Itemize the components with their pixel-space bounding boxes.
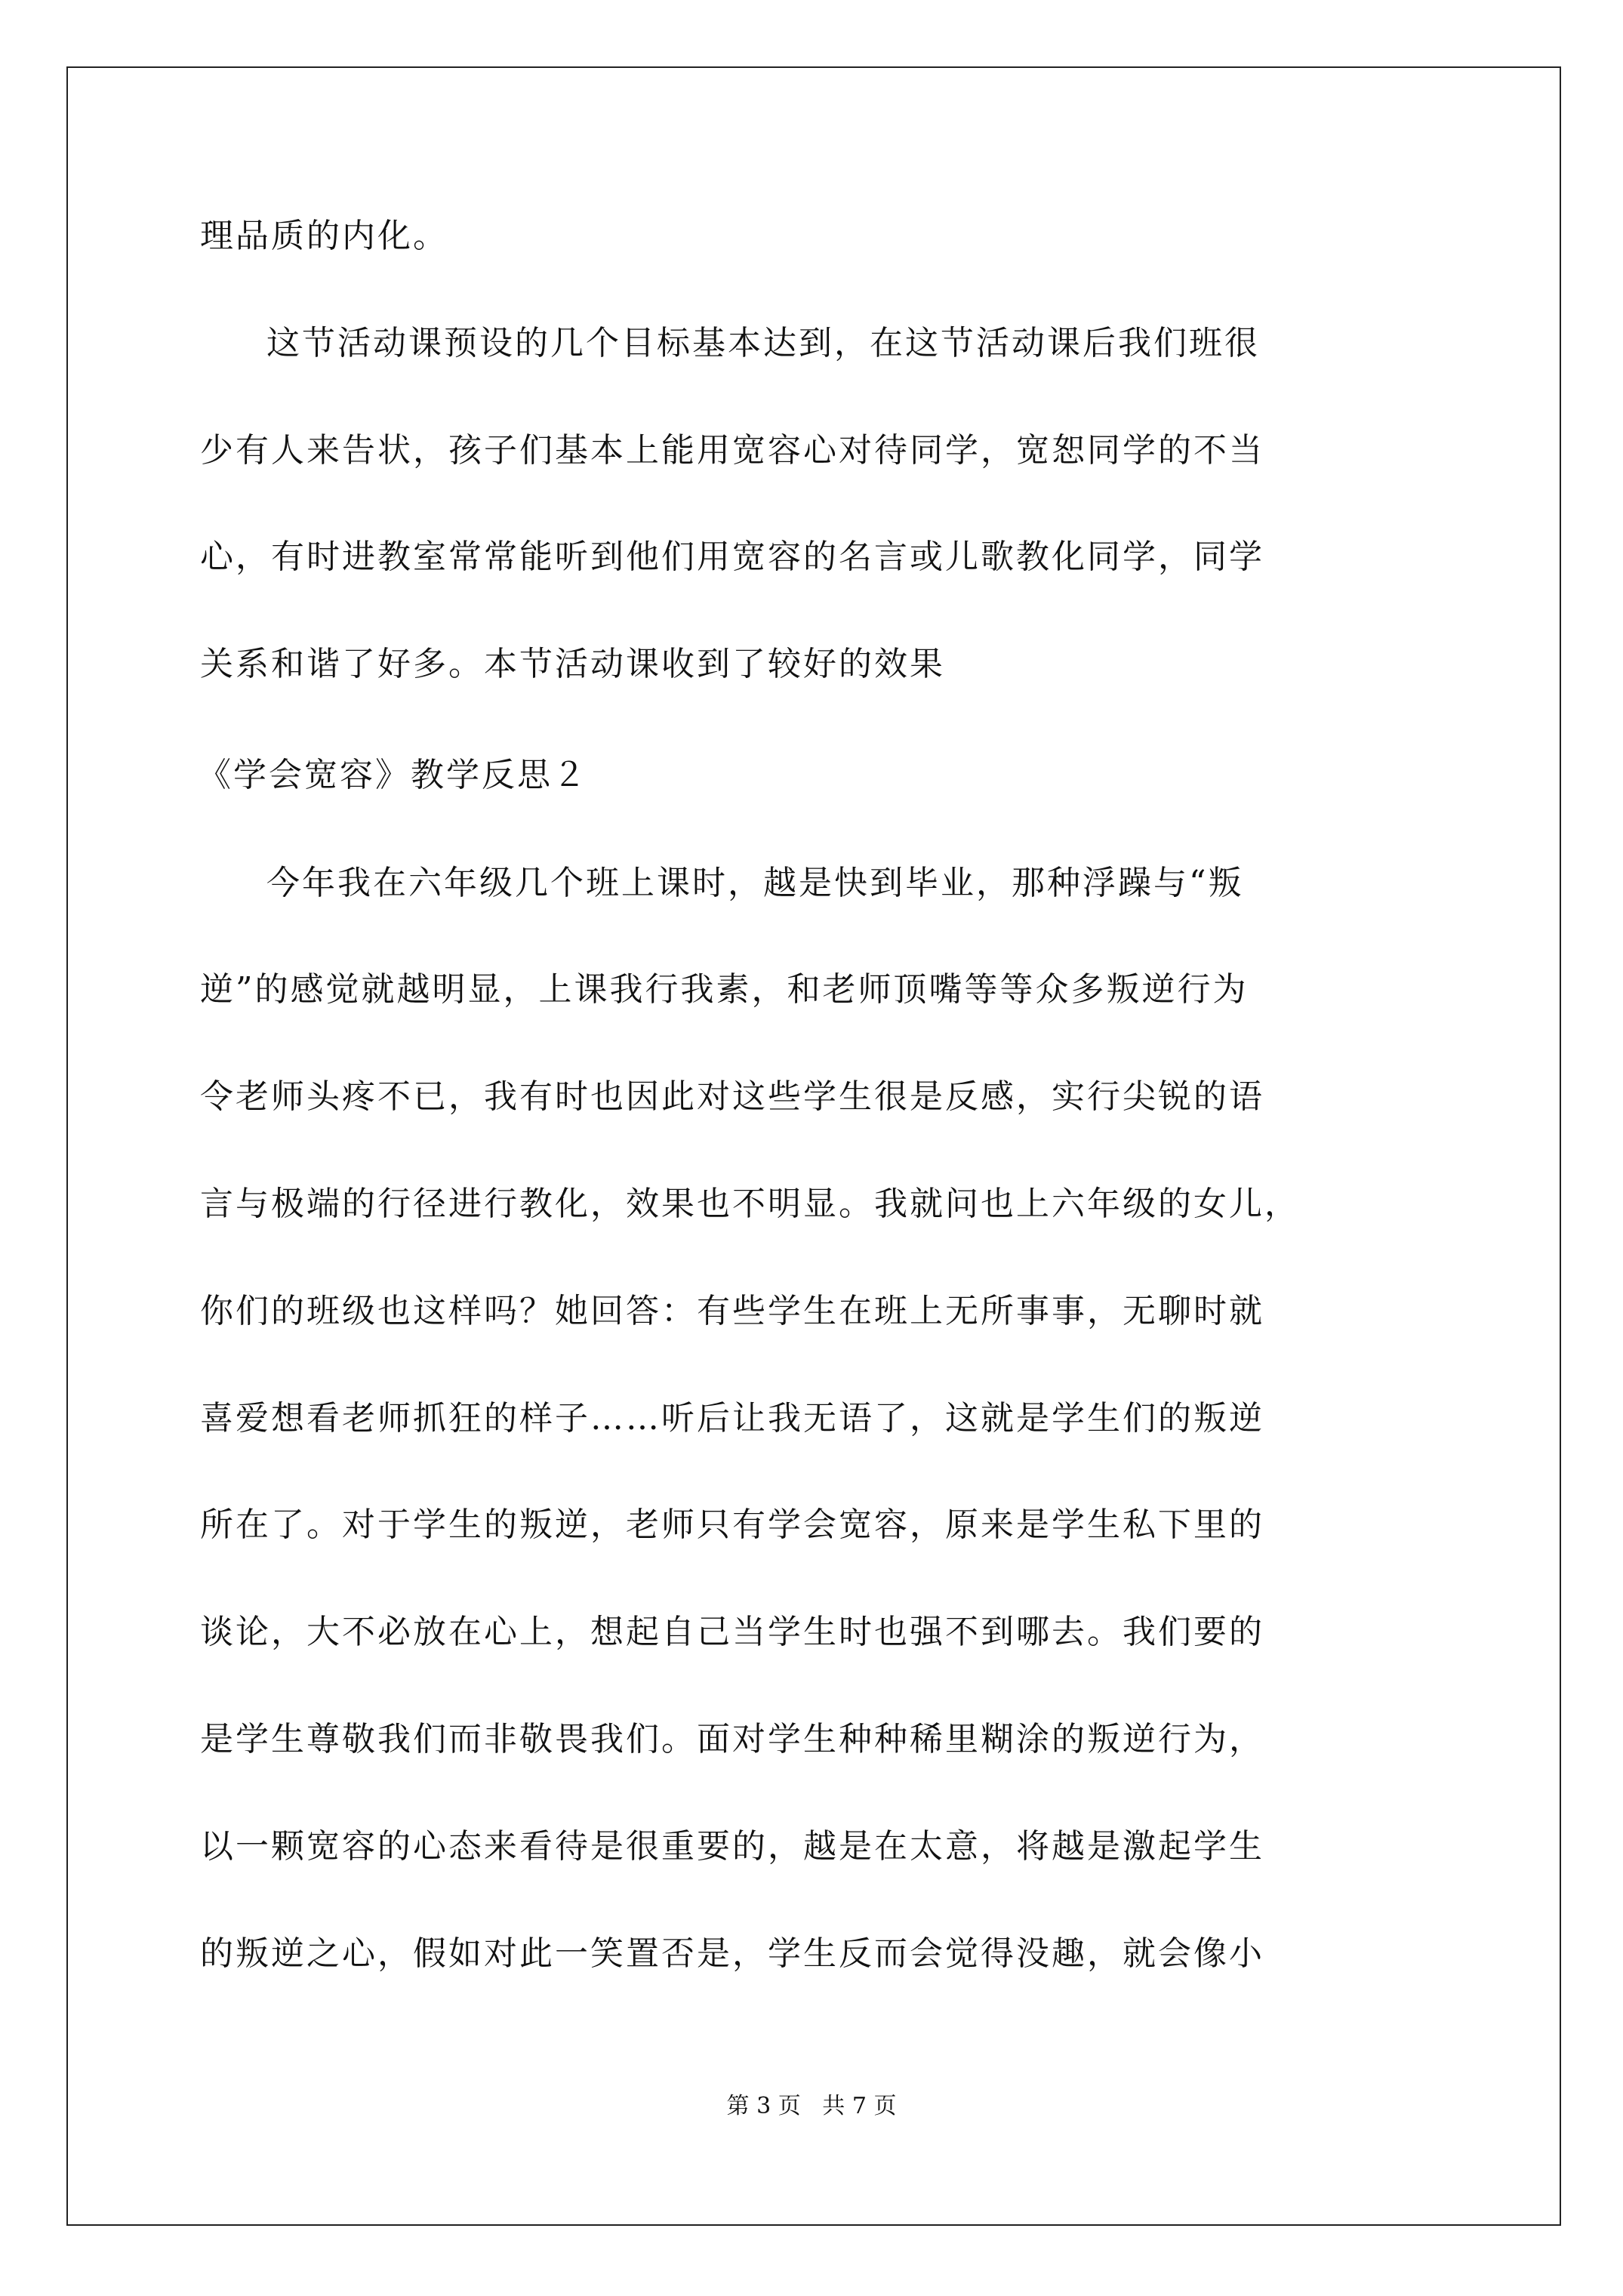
paragraph-line: 今年我在六年级几个班上课时，越是快到毕业，那种浮躁与“叛	[266, 864, 1244, 902]
paragraph-line: 所在了。对于学生的叛逆，老师只有学会宽容，原来是学生私下里的	[200, 1505, 1264, 1544]
paragraph-line: 谈论，大不必放在心上，想起自己当学生时也强不到哪去。我们要的	[200, 1613, 1264, 1651]
paragraph-line: 心，有时进教室常常能听到他们用宽容的名言或儿歌教化同学，同学	[200, 538, 1264, 576]
paragraph-line: 你们的班级也这样吗？她回答：有些学生在班上无所事事，无聊时就	[200, 1292, 1264, 1330]
section-heading: 《学会宽容》教学反思２	[198, 756, 588, 794]
page-border	[66, 66, 1561, 2226]
paragraph-line: 的叛逆之心，假如对此一笑置否是，学生反而会觉得没趣，就会像小	[200, 1934, 1264, 1973]
paragraph-line: 令老师头疼不已，我有时也因此对这些学生很是反感，实行尖锐的语	[200, 1077, 1264, 1116]
paragraph-line: 关系和谐了好多。本节活动课收到了较好的效果	[200, 645, 945, 683]
paragraph-line: 是学生尊敬我们而非敬畏我们。面对学生种种稀里糊涂的叛逆行为，	[200, 1720, 1264, 1758]
paragraph-line: 喜爱想看老师抓狂的样子……听后让我无语了，这就是学生们的叛逆	[200, 1399, 1264, 1438]
paragraph-line: 逆”的感觉就越明显，上课我行我素，和老师顶嘴等等众多叛逆行为	[200, 970, 1249, 1009]
paragraph-line: 言与极端的行径进行教化，效果也不明显。我就问也上六年级的女儿，	[200, 1185, 1300, 1223]
paragraph-line: 理品质的内化。	[200, 217, 448, 255]
paragraph-line: 以一颗宽容的心态来看待是很重要的，越是在太意，将越是激起学生	[200, 1827, 1264, 1866]
paragraph-line: 这节活动课预设的几个目标基本达到，在这节活动课后我们班很	[266, 324, 1260, 362]
page-number-footer: 第 3 页 共 7 页	[726, 2093, 897, 2119]
paragraph-line: 少有人来告状，孩子们基本上能用宽容心对待同学，宽恕同学的不当	[200, 431, 1264, 470]
